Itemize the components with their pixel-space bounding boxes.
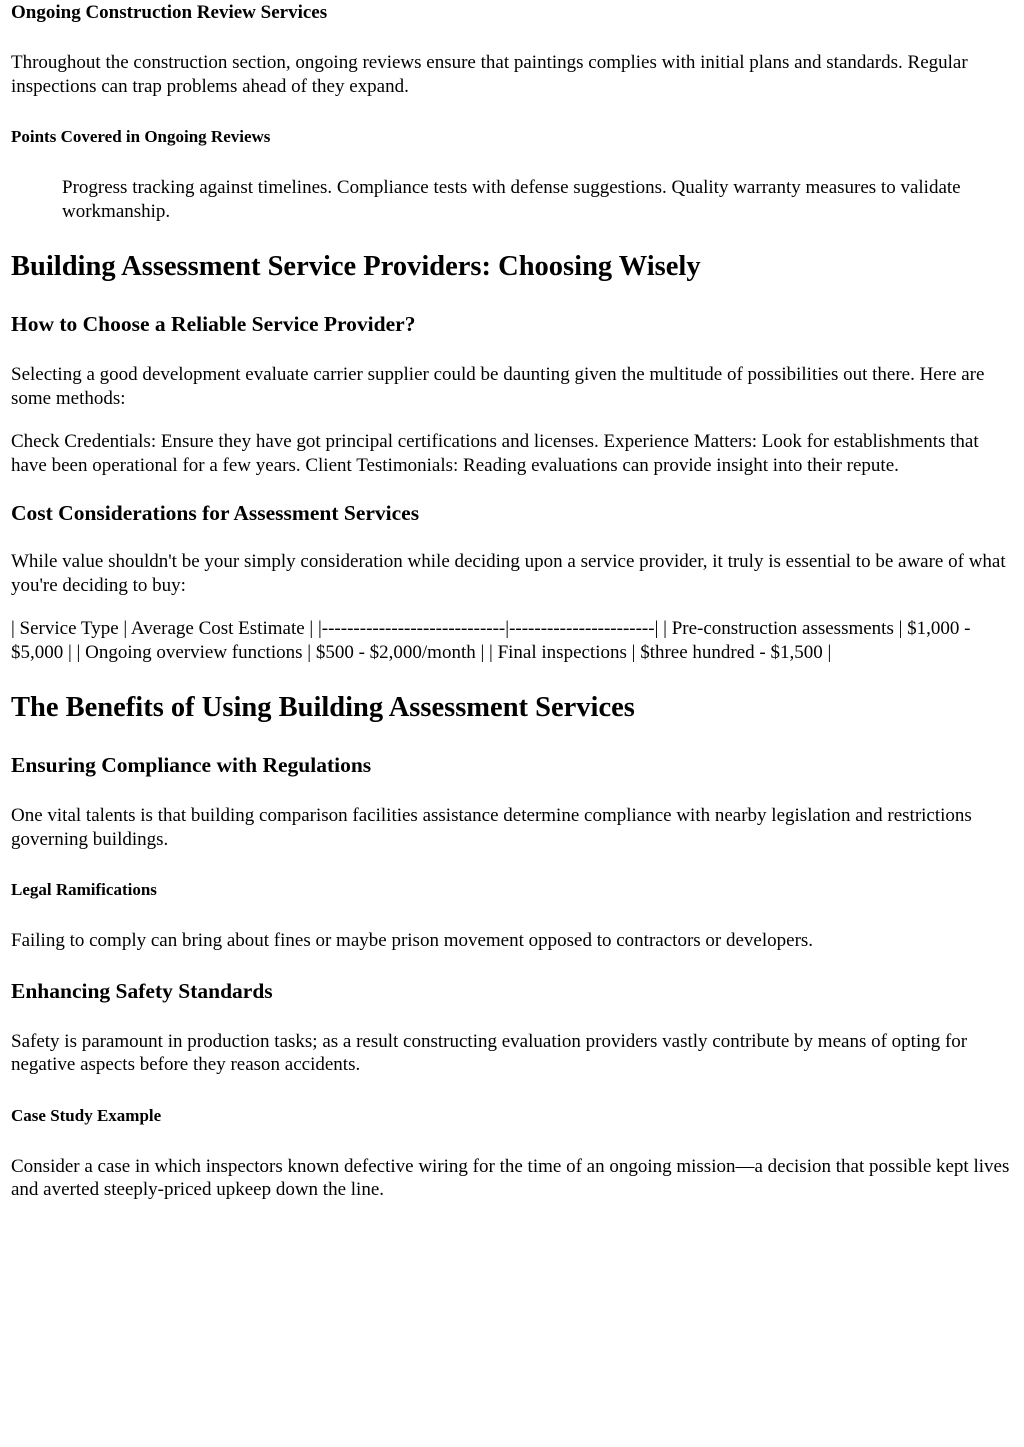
credentials-paragraph: Check Credentials: Ensure they have got principal certifications and licenses. Experience Matters: Look for establishments that have been operational for a few years. Client Testimonials: Reading evaluations can provide insight into their repute. xyxy=(11,431,979,476)
safety-standards-paragraph: Safety is paramount in production tasks; as a result constructing evaluation providers vastly contribute by means of opting for negative aspects before they reason accidents. xyxy=(11,1030,968,1075)
compliance-heading: Ensuring Compliance with Regulations xyxy=(11,753,372,777)
ongoing-review-heading: Ongoing Construction Review Services xyxy=(11,2,328,23)
cost-table-text: | Service Type | Average Cost Estimate | |-----------------------------|-----------------------| | Pre-construction assessments | $1,000 - $5,000 | | Ongoing overview functions | $500 - $2,000/month | | Final inspections | $three hundred - $1,500 | xyxy=(11,618,971,663)
points-covered-heading: Points Covered in Ongoing Reviews xyxy=(11,127,271,146)
benefits-section-heading: The Benefits of Using Building Assessment Services xyxy=(11,692,635,723)
points-covered-quote: Progress tracking against timelines. Compliance tests with defense suggestions. Quality warranty measures to validate workmanship. xyxy=(62,177,961,222)
providers-section-heading: Building Assessment Service Providers: Choosing Wisely xyxy=(11,251,701,282)
safety-standards-heading: Enhancing Safety Standards xyxy=(11,978,273,1003)
legal-ramifications-heading: Legal Ramifications xyxy=(11,880,157,899)
legal-ramifications-paragraph: Failing to comply can bring about fines or maybe prison movement opposed to contractors or developers. xyxy=(11,930,814,951)
compliance-paragraph: One vital talents is that building comparison facilities assistance determine compliance with nearby legislation and restrictions governing buildings. xyxy=(11,805,972,850)
choose-provider-heading: How to Choose a Reliable Service Provider? xyxy=(11,312,416,336)
case-study-paragraph: Consider a case in which inspectors known defective wiring for the time of an ongoing mission—a decision that possible kept lives and averted steeply-priced upkeep down the line. xyxy=(11,1155,1010,1200)
ongoing-review-paragraph: Throughout the construction section, ongoing reviews ensure that paintings complies with initial plans and standards. Regular inspections can trap problems ahead of they expand. xyxy=(11,52,968,97)
case-study-heading: Case Study Example xyxy=(11,1105,162,1125)
article-body xyxy=(0,1,1024,1202)
cost-considerations-paragraph: While value shouldn't be your simply consideration while deciding upon a service provider, it truly is essential to be aware of what you're deciding to buy: xyxy=(11,551,1006,596)
cost-considerations-heading: Cost Considerations for Assessment Services xyxy=(11,501,420,525)
choose-provider-paragraph: Selecting a good development evaluate carrier supplier could be daunting given the multitude of possibilities out there. Here are some methods: xyxy=(11,364,985,409)
